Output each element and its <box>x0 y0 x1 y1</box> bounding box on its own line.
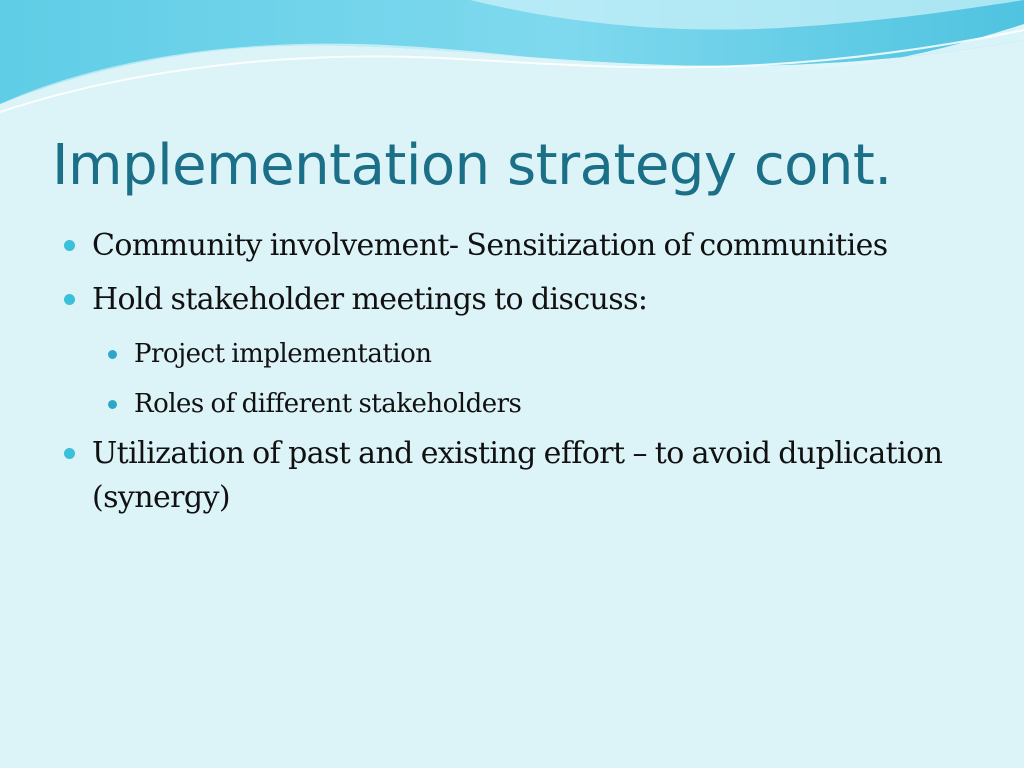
header-wave-graphic <box>0 0 1024 120</box>
bullet-item <box>62 432 962 520</box>
bullet-text: Hold stakeholder meetings to discuss: <box>92 282 648 317</box>
sub-bullet-text: Roles of different stakeholders <box>134 389 522 419</box>
bullet-dot-icon <box>64 240 75 251</box>
bullet-item <box>62 224 962 268</box>
bullet-text: Community involvement- Sensitization of communities <box>92 228 888 263</box>
sub-bullet-item <box>62 332 962 376</box>
sub-bullet-text: Project implementation <box>134 339 432 369</box>
bullet-dot-icon <box>64 294 75 305</box>
slide-title: Implementation strategy cont. <box>52 133 892 198</box>
bullet-text: Utilization of past and existing effort – to avoid duplication (synergy) <box>92 436 943 515</box>
sub-bullet-item <box>62 382 962 426</box>
bullet-list <box>62 224 962 530</box>
sub-bullet-dot-icon <box>108 350 117 359</box>
sub-bullet-dot-icon <box>108 400 117 409</box>
bullet-item <box>62 278 962 322</box>
bullet-dot-icon <box>64 448 75 459</box>
